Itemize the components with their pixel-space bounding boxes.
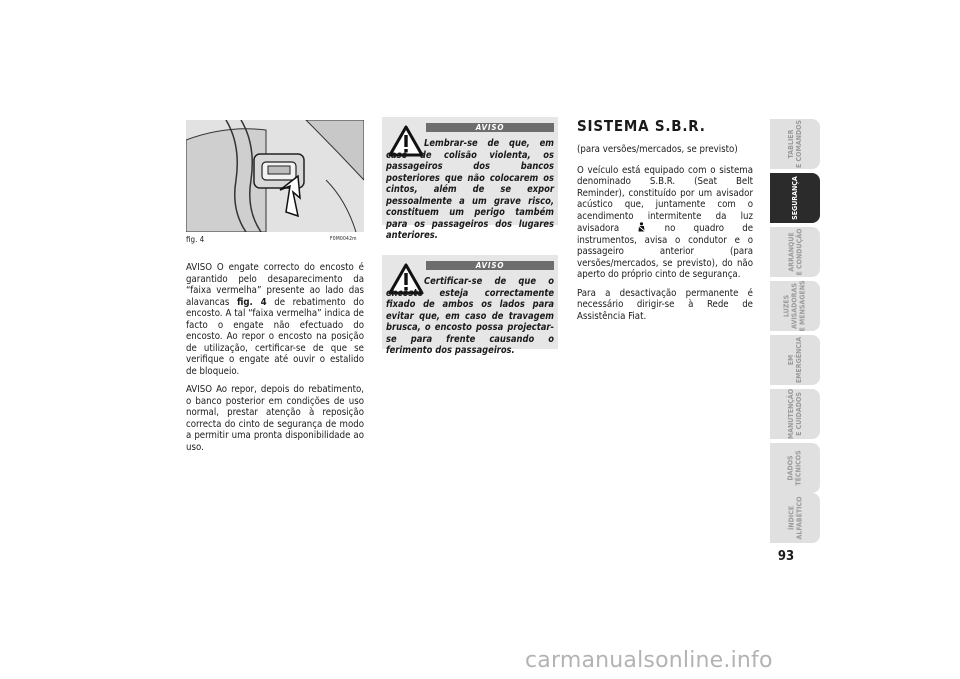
paragraph-backrest-engagement: AVISO O engate correcto do encosto é garantido pelo desaparecimento da “faixa vermelha” presente ao lado das alavancas fig. 4 de rebatimento do encosto. A tal “faixa vermelha” indica de facto o engate não efectuado do encosto. Ao repor o encosto na posição de utilização, certificar-se de que se verifique o engate até ouvir o estalido de bloqueio.: [186, 262, 364, 377]
warning-box-2: [382, 255, 558, 356]
paragraph-sbr-deactivation: Para a desactivação permanente é necessário dirigir-se à Rede de Assistência Fiat.: [577, 287, 753, 322]
warning-text: Certificar-se de que o encosto esteja correctamente fixado de ambos os lados para evitar que, em caso de travagem brusca, o encosto possa projectar-se para frente causando o ferimento dos passageiros.: [386, 276, 554, 356]
tab-luzes-avisadoras[interactable]: LUZES AVISADORAS E MENSAGENS: [770, 281, 820, 331]
section-title: SISTEMA S.B.R.: [577, 117, 706, 135]
column-3-text: [577, 144, 753, 329]
warning-text: Lembrar-se de que, em caso de colisão violenta, os passageiros dos bancos posteriores que não colocarem os cintos, além de se expor pessoalmente a um grave risco, constituem um perigo também para os passageiros dos lugares anteriores.: [386, 138, 554, 241]
page-number: 93: [777, 549, 795, 564]
figure-seat-backrest: [186, 120, 364, 232]
tab-em-emergencia[interactable]: EM EMERGÊNCIA: [770, 335, 820, 385]
watermark-text: carmanualsonline.info: [525, 648, 773, 673]
warning-heading: AVISO: [426, 123, 554, 132]
tab-indice-alfabetico[interactable]: ÍNDICE ALFABÉTICO: [770, 493, 820, 543]
tab-dados-tecnicos[interactable]: DADOS TÉCNICOS: [770, 443, 820, 493]
warning-heading: AVISO: [426, 261, 554, 270]
section-subtitle: (para versões/mercados, se previsto): [577, 144, 738, 155]
tab-arranque-conducao[interactable]: ARRANQUE E CONDUÇÃO: [770, 227, 820, 277]
figure-reference: fig. 4: [236, 296, 267, 308]
warning-box-1: [382, 117, 558, 241]
paragraph-seat-restore: AVISO Ao repor, depois do rebatimento, o banco posterior em condições de uso normal, prestar atenção à reposição correcta do cinto de segurança de modo a permitir uma pronta disponibilidade ao uso.: [186, 384, 364, 453]
seat-lever-illustration: [186, 120, 364, 232]
tab-tablier-comandos[interactable]: TABLIER E COMANDOS: [770, 119, 820, 169]
figure-code: F0M0042m: [330, 236, 357, 242]
paragraph-sbr-description: O veículo está equipado com o sistema denominado S.B.R. (Seat Belt Reminder), constituído por um avisador acústico que, juntamente com o acendimento intermitente da luz avisadora no quadro de instrumentos, avisa o condutor e o passageiro anterior (para versões/mercados, se previsto), do não aperto do próprio cinto de segurança.: [577, 164, 753, 280]
column-1-text: [186, 262, 364, 460]
tab-seguranca[interactable]: SEGURANÇA: [770, 173, 820, 223]
figure-caption: fig. 4: [186, 235, 205, 244]
tab-manutencao-cuidados[interactable]: MANUTENÇÃO E CUIDADOS: [770, 389, 820, 439]
